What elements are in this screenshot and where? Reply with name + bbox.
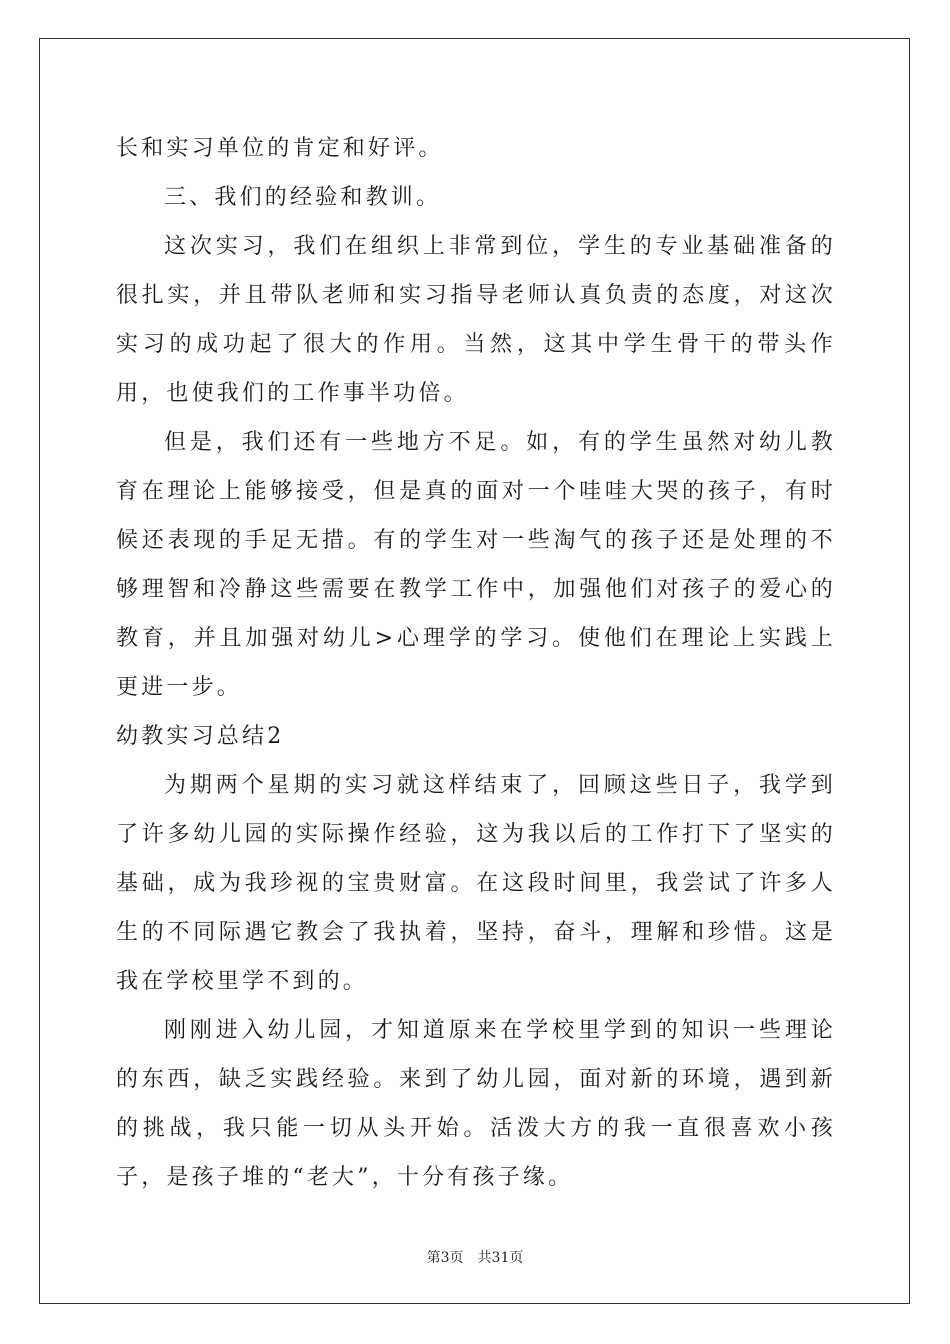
page-number: 第3页: [426, 1250, 464, 1266]
document-body: [116, 124, 836, 1202]
paragraph-shortcomings: 但是，我们还有一些地方不足。如，有的学生虽然对幼儿教育在理论上能够接受，但是真的面对一个哇哇大哭的孩子，有时候还表现的手足无措。有的学生对一些淘气的孩子还是处理的不够理智和冷静这些需要在教学工作中，加强他们对孩子的爱心的教育，并且加强对幼儿>心理学的学习。使他们在理论上实践上更进一步。: [116, 430, 836, 700]
paragraph-kindergarten-start: 刚刚进入幼儿园，才知道原来在学校里学到的知识一些理论的东西，缺乏实践经验。来到了幼儿园，面对新的环境，遇到新的挑战，我只能一切从头开始。活泼大方的我一直很喜欢小孩子，是孩子堆的“老大”，十分有孩子缘。: [116, 1018, 836, 1190]
paragraph-review: 为期两个星期的实习就这样结束了，回顾这些日子，我学到了许多幼儿园的实际操作经验，这为我以后的工作打下了坚实的基础，成为我珍视的宝贵财富。在这段时间里，我尝试了许多人生的不同际遇它教会了我执着，坚持，奋斗，理解和珍惜。这是我在学校里学不到的。: [116, 773, 836, 994]
paragraph-continuation: 长和实习单位的肯定和好评。: [116, 136, 444, 161]
paragraph-organization: 这次实习，我们在组织上非常到位，学生的专业基础准备的很扎实，并且带队老师和实习指导老师认真负责的态度，对这次实习的成功起了很大的作用。当然，这其中学生骨干的带头作用，也使我们的工作事半功倍。: [116, 234, 836, 406]
page-total: 共31页: [477, 1250, 524, 1266]
article-title: 幼教实习总结2: [116, 724, 285, 749]
page-footer: [0, 1247, 950, 1267]
section-heading-lessons: 三、我们的经验和教训。: [164, 185, 442, 210]
